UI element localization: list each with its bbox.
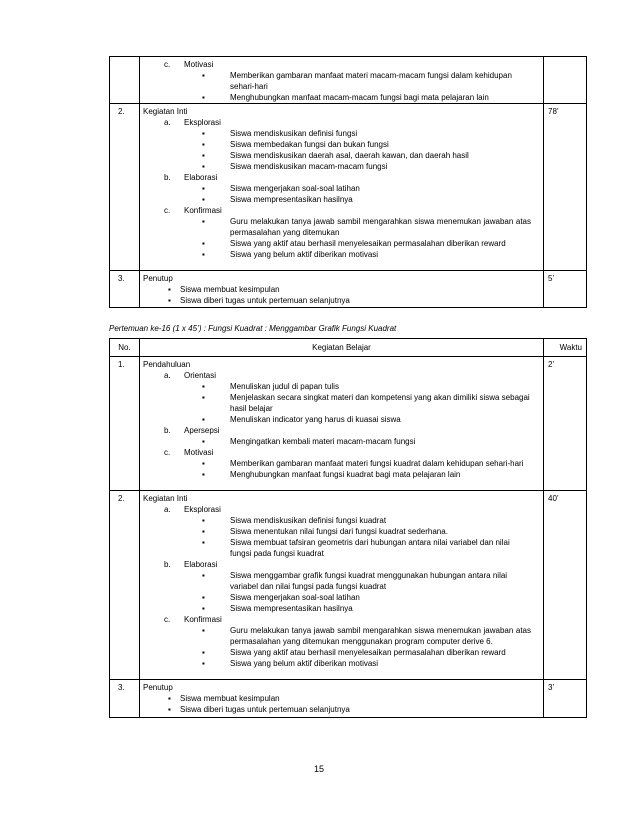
- list-item: ▪ Menuliskan indicator yang harus di kuasai siswa: [202, 415, 401, 424]
- bullet-icon: ▪: [202, 538, 205, 547]
- sub-activity: a. Orientasi: [164, 371, 217, 380]
- bullet-icon: ▪: [202, 659, 205, 668]
- activity-table-continued: [109, 56, 587, 308]
- row-time: 5’: [544, 271, 587, 308]
- list-item: ▪ Memberikan gambaran manfaat materi macam-macam fungsi dalam kehidupan sehari-hari: [202, 71, 512, 91]
- row-activity: [140, 491, 544, 680]
- phase-title: Penutup: [143, 274, 173, 283]
- bullet-icon: ▪: [202, 516, 205, 525]
- sub-title: Motivasi: [184, 60, 214, 69]
- bullet-icon: ▪: [202, 393, 205, 402]
- list-item: ▪ Menghubungkan manfaat fungsi kuadrat bagi mata pelajaran lain: [202, 470, 461, 479]
- bullet-icon: ▪: [202, 184, 205, 193]
- bullet-icon: ▪: [168, 694, 171, 703]
- table-row: [110, 680, 587, 718]
- table-row: [110, 357, 587, 491]
- list-item: ▪ Siswa menggambar grafik fungsi kuadrat menggunakan hubungan antara nilai variabel dan nilai fungsi pada fungsi kuadrat: [202, 571, 508, 591]
- row-time: [544, 57, 587, 104]
- row-time: 2’: [544, 357, 587, 491]
- activity-table: [109, 338, 587, 718]
- page-number: 15: [313, 764, 324, 774]
- list-item: ▪ Siswa membuat kesimpulan: [168, 285, 280, 294]
- row-number: 3.: [110, 680, 140, 718]
- header-activity: Kegiatan Belajar: [140, 339, 544, 357]
- list-item: ▪ Siswa yang aktif atau berhasil menyelesaikan permasalahan diberikan reward: [202, 239, 506, 248]
- sub-activity: c. Konfirmasi: [164, 206, 222, 215]
- row-number: 1.: [110, 357, 140, 491]
- bullet-icon: ▪: [202, 217, 205, 226]
- list-item: ▪ Menuliskan judul di papan tulis: [202, 382, 339, 391]
- list-item: ▪ Menghubungkan manfaat macam-macam fungsi bagi mata pelajaran lain: [202, 93, 489, 102]
- table-row: [110, 104, 587, 271]
- bullet-icon: ▪: [202, 71, 205, 80]
- bullet-icon: ▪: [202, 195, 205, 204]
- bullet-icon: ▪: [202, 604, 205, 613]
- list-item: ▪ Siswa yang belum aktif diberikan motivasi: [202, 659, 379, 668]
- list-item: ▪ Siswa mempresentasikan hasilnya: [202, 604, 353, 613]
- bullet-icon: ▪: [168, 296, 171, 305]
- bullet-icon: ▪: [202, 626, 205, 635]
- list-item: ▪ Siswa yang aktif atau berhasil menyelesaikan permasalahan diberikan reward: [202, 648, 506, 657]
- bullet-icon: ▪: [202, 415, 205, 424]
- row-time: 78’: [544, 104, 587, 271]
- row-activity: [140, 271, 544, 308]
- sub-activity: b. Elaborasi: [164, 173, 218, 182]
- sub-activity: c. Motivasi: [164, 448, 214, 457]
- bullet-icon: ▪: [202, 593, 205, 602]
- bullet-icon: ▪: [202, 459, 205, 468]
- row-activity: [140, 680, 544, 718]
- list-item: ▪ Memberikan gambaran manfaat materi fungsi kuadrat dalam kehidupan sehari-hari: [202, 459, 524, 468]
- list-item: ▪ Siswa membuat tafsiran geometris dari hubungan antara nilai variabel dan nilai fungsi pada fungsi kuadrat: [202, 538, 510, 558]
- list-item: ▪ Siswa menentukan nilai fungsi dari fungsi kuadrat sederhana.: [202, 527, 448, 536]
- list-item: ▪ Siswa membedakan fungsi dan bukan fungsi: [202, 140, 389, 149]
- bullet-icon: ▪: [202, 382, 205, 391]
- bullet-icon: ▪: [202, 129, 205, 138]
- row-time: 40’: [544, 491, 587, 680]
- list-item: ▪ Mengingatkan kembali materi macam-macam fungsi: [202, 437, 416, 446]
- list-item: ▪ Siswa diberi tugas untuk pertemuan selanjutnya: [168, 705, 350, 714]
- bullet-icon: ▪: [202, 250, 205, 259]
- row-number: 2.: [110, 491, 140, 680]
- list-item: ▪ Siswa yang belum aktif diberikan motivasi: [202, 250, 379, 259]
- list-item: ▪ Siswa diberi tugas untuk pertemuan selanjutnya: [168, 296, 350, 305]
- list-item: ▪ Siswa mendiskusikan definisi fungsi: [202, 129, 358, 138]
- bullet-icon: ▪: [202, 571, 205, 580]
- list-item: ▪ Menjelaskan secara singkat materi dan kompetensi yang akan dimiliki siswa sebagai hasil belajar: [202, 393, 530, 413]
- bullet-icon: ▪: [202, 470, 205, 479]
- sub-activity: c. Konfirmasi: [164, 615, 222, 624]
- phase-title: Penutup: [143, 683, 173, 692]
- list-item: ▪ Guru melakukan tanya jawab sambil mengarahkan siswa menemukan jawaban atas permasalahan yang ditemukan menggunakan program computer derive 6.: [202, 626, 531, 646]
- row-number: 3.: [110, 271, 140, 308]
- list-item: ▪ Siswa mengerjakan soal-soal latihan: [202, 593, 360, 602]
- table-row: [110, 271, 587, 308]
- bullet-icon: ▪: [202, 162, 205, 171]
- bullet-icon: ▪: [168, 705, 171, 714]
- bullet-icon: ▪: [202, 93, 205, 102]
- bullet-icon: ▪: [202, 527, 205, 536]
- list-item: ▪ Siswa mendiskusikan definisi fungsi kuadrat: [202, 516, 387, 525]
- phase-title: Kegiatan Inti: [143, 494, 188, 503]
- sub-activity: b. Elaborasi: [164, 560, 218, 569]
- sub-activity: b. Apersepsi: [164, 426, 220, 435]
- row-number: 2.: [110, 104, 140, 271]
- list-item: ▪ Siswa membuat kesimpulan: [168, 694, 280, 703]
- bullet-icon: ▪: [202, 239, 205, 248]
- row-activity: [140, 104, 544, 271]
- table-row: [110, 491, 587, 680]
- sub-mark: c.: [164, 60, 171, 69]
- list-item: ▪ Siswa mendiskusikan daerah asal, daerah kawan, dan daerah hasil: [202, 151, 469, 160]
- list-item: ▪ Siswa mendiskusikan macam-macam fungsi: [202, 162, 388, 171]
- header-time: Waktu: [544, 339, 587, 357]
- table-row: [110, 57, 587, 104]
- sub-activity: a. Eksplorasi: [164, 118, 221, 127]
- list-item: ▪ Siswa mempresentasikan hasilnya: [202, 195, 353, 204]
- bullet-icon: ▪: [202, 648, 205, 657]
- table-header-row: [110, 339, 587, 357]
- row-number: [110, 57, 140, 104]
- phase-title: Kegiatan Inti: [143, 107, 188, 116]
- bullet-icon: ▪: [168, 285, 171, 294]
- phase-title: Pendahuluan: [143, 360, 191, 369]
- bullet-icon: ▪: [202, 437, 205, 446]
- header-no: No.: [110, 339, 140, 357]
- meeting-caption: Pertemuan ke-16 (1 x 45’) : Fungsi Kuadrat : Menggambar Grafik Fungsi Kuadrat: [109, 324, 397, 333]
- sub-activity: [140, 59, 537, 70]
- bullet-icon: ▪: [202, 151, 205, 160]
- list-item: ▪ Guru melakukan tanya jawab sambil mengarahkan siswa menemukan jawaban atas permasalahan yang ditemukan: [202, 217, 531, 237]
- list-item: ▪ Siswa mengerjakan soal-soal latihan: [202, 184, 360, 193]
- sub-activity: a. Eksplorasi: [164, 505, 221, 514]
- row-time: 3’: [544, 680, 587, 718]
- bullet-icon: ▪: [202, 140, 205, 149]
- row-activity: [140, 357, 544, 491]
- row-activity: [140, 57, 544, 104]
